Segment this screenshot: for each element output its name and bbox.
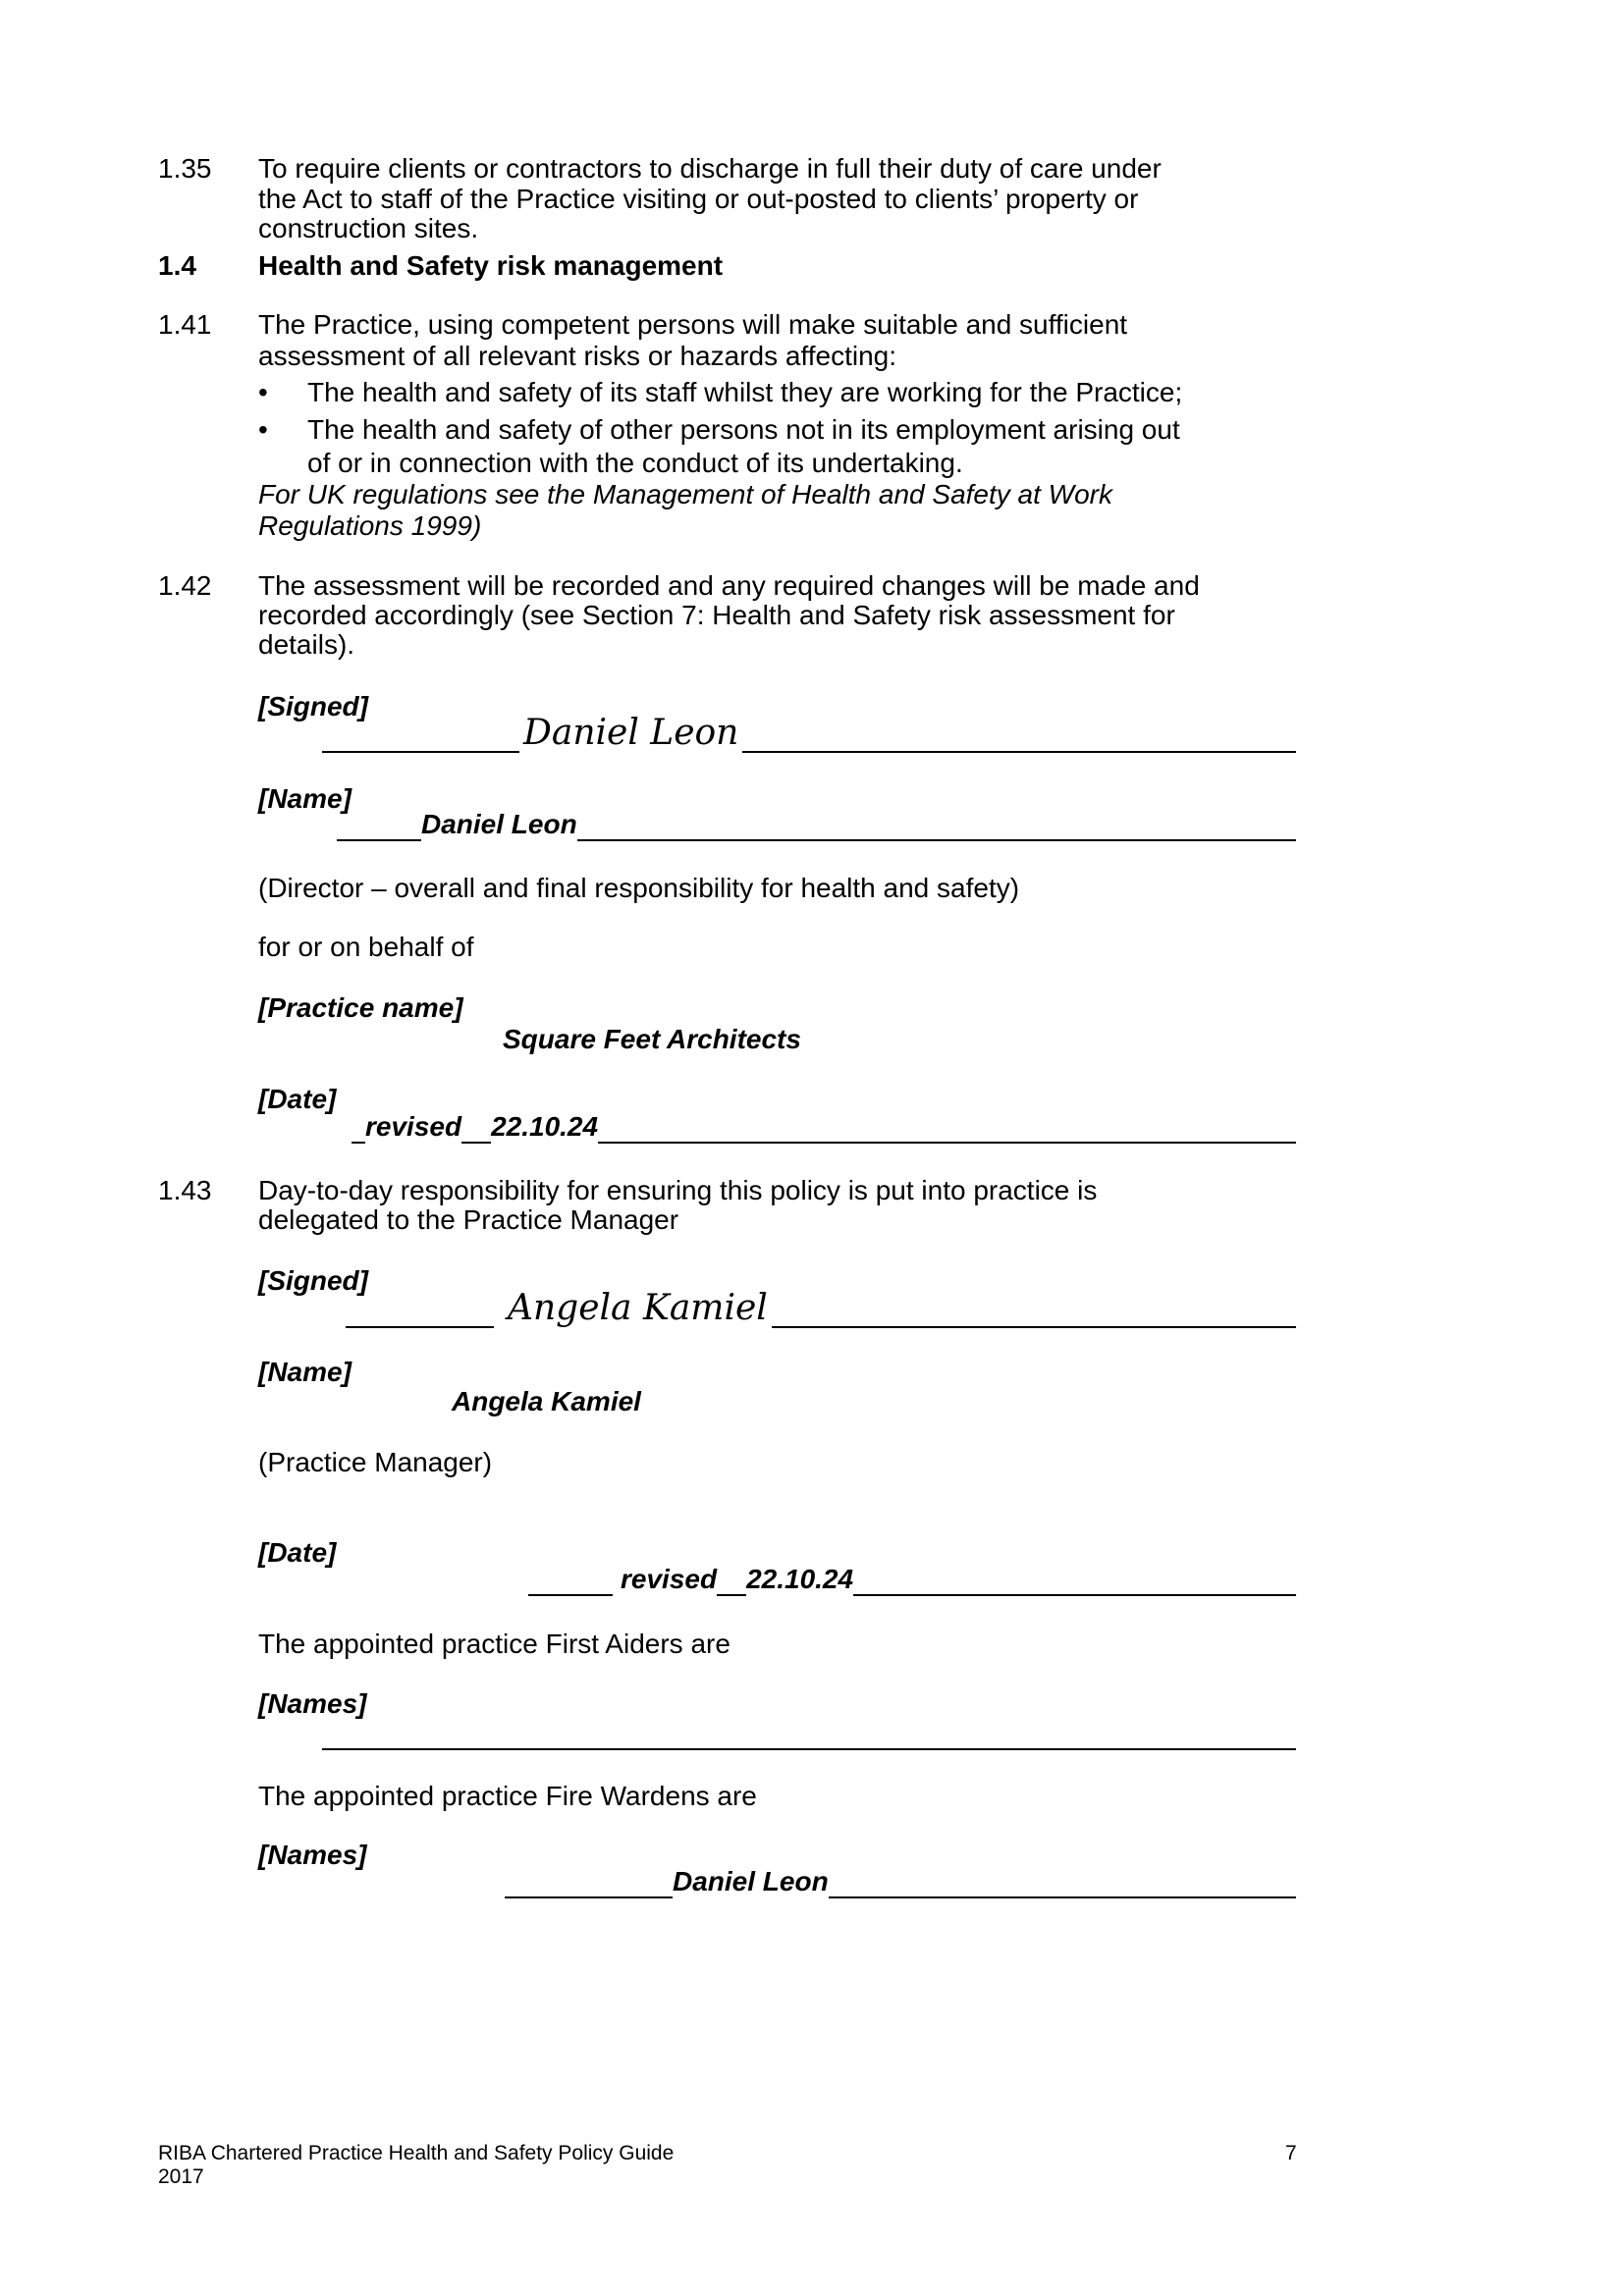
bullet-text: of or in connection with the conduct of its undertaking. bbox=[307, 448, 963, 478]
page-number: 7 bbox=[1285, 2142, 1297, 2164]
behalf-text: for or on behalf of bbox=[258, 932, 474, 962]
date-prefix: revised bbox=[365, 1111, 462, 1142]
fire-wardens-field[interactable] bbox=[505, 1864, 1296, 1898]
clause-text: assessment of all relevant risks or hazards affecting: bbox=[258, 341, 897, 371]
clause-text: details). bbox=[258, 629, 355, 660]
clause-text: the Act to staff of the Practice visiting or out-posted to clients’ property or bbox=[258, 184, 1139, 214]
first-aiders-text: The appointed practice First Aiders are bbox=[258, 1629, 730, 1659]
clause-text: The Practice, using competent persons will make suitable and sufficient bbox=[258, 309, 1128, 340]
clause-text: recorded accordingly (see Section 7: Health and Safety risk assessment for bbox=[258, 600, 1175, 630]
practice-name-label: [Practice name] bbox=[258, 992, 463, 1023]
bullet-icon: • bbox=[258, 414, 268, 445]
clause-text: The assessment will be recorded and any required changes will be made and bbox=[258, 570, 1200, 601]
date-label: [Date] bbox=[258, 1084, 337, 1114]
manager-name: Angela Kamiel bbox=[452, 1386, 641, 1416]
clause-number: 1.43 bbox=[158, 1175, 212, 1205]
manager-role: (Practice Manager) bbox=[258, 1447, 493, 1477]
manager-signature: Angela Kamiel bbox=[508, 1288, 768, 1328]
name-label: [Name] bbox=[258, 783, 352, 814]
practice-name: Square Feet Architects bbox=[503, 1024, 801, 1054]
section-heading: Health and Safety risk management bbox=[258, 250, 724, 281]
clause-number: 1.35 bbox=[158, 153, 212, 184]
date-label: [Date] bbox=[258, 1537, 337, 1568]
director-role: (Director – overall and final responsibility for health and safety) bbox=[258, 873, 1020, 903]
fire-warden-name: Daniel Leon bbox=[673, 1866, 829, 1896]
names-label: [Names] bbox=[258, 1840, 367, 1870]
first-aiders-field[interactable] bbox=[322, 1728, 1296, 1750]
date-value: 22.10.24 bbox=[491, 1111, 599, 1142]
clause-number: 1.42 bbox=[158, 570, 212, 601]
footer-year: 2017 bbox=[158, 2165, 204, 2188]
bullet-icon: • bbox=[258, 377, 268, 407]
clause-text: delegated to the Practice Manager bbox=[258, 1204, 679, 1235]
name-label: [Name] bbox=[258, 1357, 352, 1387]
footer-title: RIBA Chartered Practice Health and Safety Policy Guide bbox=[158, 2142, 675, 2164]
clause-text: To require clients or contractors to discharge in full their duty of care under bbox=[258, 153, 1162, 184]
regulation-note: Regulations 1999) bbox=[258, 510, 482, 541]
director-signature: Daniel Leon bbox=[523, 713, 739, 753]
clause-number: 1.41 bbox=[158, 309, 212, 340]
fire-wardens-text: The appointed practice Fire Wardens are bbox=[258, 1781, 757, 1811]
signed-label: [Signed] bbox=[258, 691, 368, 721]
bullet-text: The health and safety of other persons not in its employment arising out bbox=[307, 414, 1180, 445]
regulation-note: For UK regulations see the Management of Health and Safety at Work bbox=[258, 479, 1113, 509]
clause-text: construction sites. bbox=[258, 213, 479, 243]
date-value: 22.10.24 bbox=[746, 1564, 854, 1594]
bullet-text: The health and safety of its staff whilst they are working for the Practice; bbox=[307, 377, 1183, 407]
section-number: 1.4 bbox=[158, 250, 196, 281]
director-name: Daniel Leon bbox=[421, 809, 577, 839]
manager-signature-field[interactable] bbox=[346, 1262, 1296, 1328]
clause-text: Day-to-day responsibility for ensuring this policy is put into practice is bbox=[258, 1175, 1098, 1205]
director-date-field[interactable] bbox=[352, 1109, 1296, 1144]
manager-date-field[interactable] bbox=[528, 1562, 1296, 1596]
names-label: [Names] bbox=[258, 1688, 367, 1719]
director-name-field[interactable] bbox=[337, 807, 1296, 841]
signed-label: [Signed] bbox=[258, 1265, 368, 1296]
director-signature-field[interactable] bbox=[322, 687, 1296, 753]
date-prefix: revised bbox=[621, 1564, 718, 1594]
